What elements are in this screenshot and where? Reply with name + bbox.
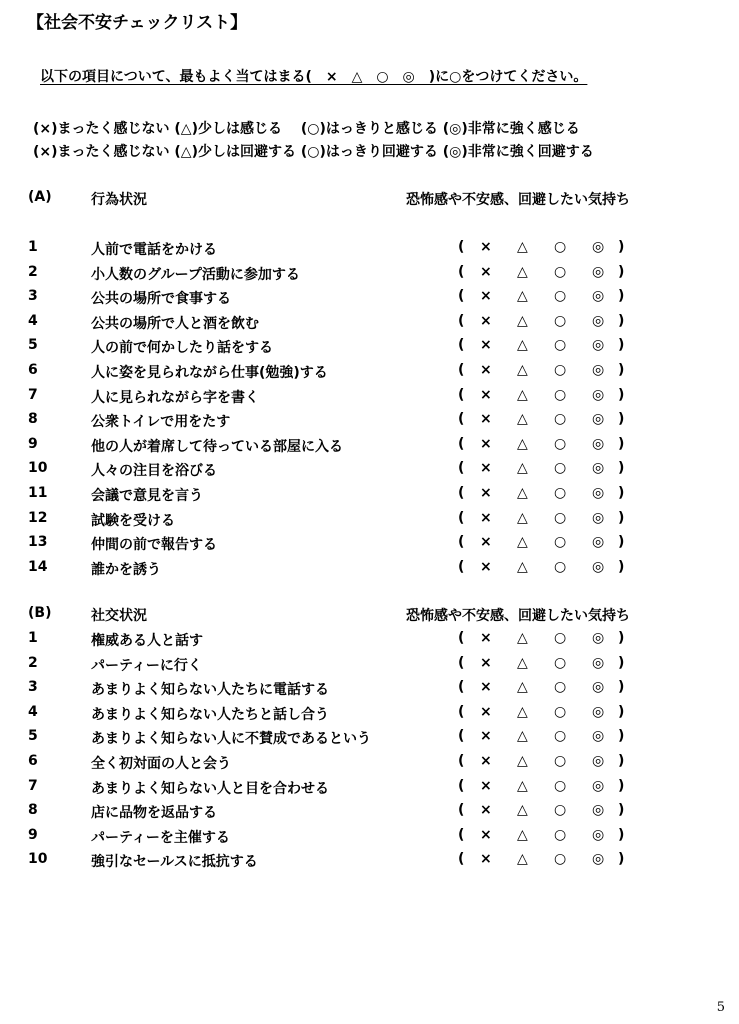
- scale-paren-open: (: [458, 288, 465, 305]
- scale-paren-close: ): [618, 703, 625, 720]
- rating-option-circle[interactable]: ○: [554, 654, 567, 671]
- item-number: 6: [28, 753, 38, 769]
- legend-feeling: (×)まったく感じない (△)少しは感じる (○)はっきりと感じる (◎)非常に強く感じる: [33, 121, 580, 137]
- rating-option-dbl[interactable]: ◎: [592, 312, 605, 329]
- list-item: [0, 704, 739, 728]
- item-text: 人前で電話をかける: [91, 242, 217, 258]
- item-number: 4: [28, 703, 38, 720]
- rating-option-circle[interactable]: ○: [554, 630, 567, 646]
- rating-option-tri[interactable]: △: [517, 753, 528, 769]
- scale-paren-close: ): [618, 239, 625, 255]
- rating-option-x[interactable]: ×: [480, 386, 492, 403]
- list-item: [0, 485, 739, 509]
- rating-option-tri[interactable]: △: [517, 630, 528, 646]
- list-item: [0, 630, 739, 654]
- rating-option-dbl[interactable]: ◎: [592, 777, 605, 794]
- rating-option-dbl[interactable]: ◎: [592, 263, 605, 280]
- item-text: 全く初対面の人と会う: [91, 756, 231, 772]
- rating-option-dbl[interactable]: ◎: [592, 362, 605, 378]
- item-number: 5: [28, 728, 38, 745]
- rating-option-tri[interactable]: △: [517, 263, 528, 280]
- scale-paren-close: ): [618, 728, 625, 745]
- rating-option-circle[interactable]: ○: [554, 362, 567, 378]
- item-text: 人に姿を見られながら仕事(勉強)する: [91, 365, 328, 381]
- list-item: [0, 387, 739, 411]
- item-number: 1: [28, 630, 38, 646]
- item-number: 3: [28, 288, 38, 305]
- rating-option-circle[interactable]: ○: [554, 703, 567, 720]
- section-b-name: 社交状況: [91, 608, 147, 624]
- item-number: 1: [28, 239, 38, 255]
- item-text: 他の人が着席して待っている部屋に入る: [91, 438, 343, 455]
- scale-paren-open: (: [458, 679, 465, 696]
- item-text: 権威ある人と話す: [91, 633, 203, 649]
- rating-option-circle[interactable]: ○: [554, 679, 567, 696]
- rating-option-tri[interactable]: △: [517, 703, 528, 720]
- rating-option-circle[interactable]: ○: [554, 263, 567, 280]
- list-item: [0, 460, 739, 484]
- rating-option-tri[interactable]: △: [517, 288, 528, 305]
- rating-option-dbl[interactable]: ◎: [592, 826, 605, 843]
- scale-paren-open: (: [458, 753, 465, 769]
- item-number: 11: [28, 485, 48, 501]
- scale-paren-close: ): [618, 460, 625, 477]
- rating-option-circle[interactable]: ○: [554, 826, 567, 843]
- rating-option-tri[interactable]: △: [517, 679, 528, 696]
- rating-option-circle[interactable]: ○: [554, 337, 567, 354]
- rating-option-dbl[interactable]: ◎: [592, 386, 605, 403]
- item-number: 4: [28, 312, 38, 329]
- scale-paren-open: (: [458, 654, 465, 671]
- scale-paren-close: ): [618, 558, 625, 575]
- scale-paren-open: (: [458, 485, 465, 501]
- list-item: [0, 827, 739, 851]
- rating-option-x[interactable]: ×: [480, 509, 492, 526]
- rating-option-x[interactable]: ×: [480, 263, 492, 280]
- item-text: あまりよく知らない人たちと話し合う: [91, 706, 329, 723]
- scale-paren-close: ): [618, 654, 625, 671]
- item-number: 8: [28, 802, 38, 819]
- section-b-column-header: 恐怖感や不安感、回避したい気持ち: [406, 608, 630, 624]
- item-text: 店に品物を返品する: [91, 805, 217, 822]
- item-number: 5: [28, 337, 38, 354]
- item-number: 2: [28, 263, 38, 280]
- rating-option-x[interactable]: ×: [480, 362, 492, 378]
- scale-paren-open: (: [458, 411, 465, 428]
- rating-option-circle[interactable]: ○: [554, 460, 567, 477]
- scale-paren-open: (: [458, 362, 465, 378]
- rating-option-circle[interactable]: ○: [554, 239, 567, 255]
- scale-paren-close: ): [618, 534, 625, 551]
- page-number: 5: [716, 1000, 725, 1015]
- rating-option-tri[interactable]: △: [517, 362, 528, 378]
- item-text: 小人数のグループ活動に参加する: [91, 266, 300, 283]
- item-number: 7: [28, 777, 38, 794]
- item-text: 試験を受ける: [91, 512, 175, 529]
- rating-option-circle[interactable]: ○: [554, 851, 567, 868]
- scale-paren-close: ): [618, 753, 625, 769]
- rating-option-tri[interactable]: △: [517, 802, 528, 819]
- rating-option-dbl[interactable]: ◎: [592, 558, 605, 575]
- rating-option-dbl[interactable]: ◎: [592, 435, 605, 452]
- scale-paren-close: ): [618, 337, 625, 354]
- rating-option-tri[interactable]: △: [517, 435, 528, 452]
- rating-option-dbl[interactable]: ◎: [592, 509, 605, 526]
- rating-option-x[interactable]: ×: [480, 288, 492, 305]
- rating-option-tri[interactable]: △: [517, 386, 528, 403]
- scale-paren-close: ): [618, 312, 625, 329]
- rating-option-x[interactable]: ×: [480, 435, 492, 452]
- scale-paren-open: (: [458, 386, 465, 403]
- rating-option-circle[interactable]: ○: [554, 753, 567, 769]
- rating-option-tri[interactable]: △: [517, 654, 528, 671]
- item-text: パーティーを主催する: [91, 829, 230, 846]
- item-number: 13: [28, 534, 48, 551]
- rating-option-tri[interactable]: △: [517, 411, 528, 428]
- rating-option-x[interactable]: ×: [480, 728, 492, 745]
- rating-option-dbl[interactable]: ◎: [592, 802, 605, 819]
- rating-option-circle[interactable]: ○: [554, 509, 567, 526]
- rating-option-dbl[interactable]: ◎: [592, 630, 605, 646]
- item-text: 会議で意見を言う: [91, 488, 203, 504]
- rating-option-dbl[interactable]: ◎: [592, 460, 605, 477]
- section-a-label: (A): [28, 189, 52, 205]
- rating-option-circle[interactable]: ○: [554, 558, 567, 575]
- scale-paren-open: (: [458, 239, 465, 255]
- scale-paren-open: (: [458, 630, 465, 646]
- rating-option-dbl[interactable]: ◎: [592, 753, 605, 769]
- list-item: [0, 362, 739, 386]
- rating-option-x[interactable]: ×: [480, 851, 492, 868]
- rating-option-tri[interactable]: △: [517, 728, 528, 745]
- item-text: あまりよく知らない人たちに電話する: [91, 682, 329, 699]
- list-item: [0, 239, 739, 263]
- rating-option-dbl[interactable]: ◎: [592, 703, 605, 720]
- scale-paren-open: (: [458, 558, 465, 575]
- scale-paren-close: ): [618, 386, 625, 403]
- rating-option-x[interactable]: ×: [480, 679, 492, 696]
- rating-option-x[interactable]: ×: [480, 337, 492, 354]
- rating-option-tri[interactable]: △: [517, 239, 528, 255]
- rating-option-tri[interactable]: △: [517, 826, 528, 843]
- rating-option-circle[interactable]: ○: [554, 802, 567, 819]
- rating-option-x[interactable]: ×: [480, 826, 492, 843]
- rating-option-x[interactable]: ×: [480, 312, 492, 329]
- rating-option-x[interactable]: ×: [480, 239, 492, 255]
- rating-option-x[interactable]: ×: [480, 777, 492, 794]
- item-text: パーティーに行く: [91, 657, 202, 674]
- list-item: [0, 264, 739, 288]
- list-item: [0, 411, 739, 435]
- item-number: 12: [28, 509, 48, 526]
- item-text: あまりよく知らない人に不賛成であるという: [91, 731, 371, 748]
- rating-option-dbl[interactable]: ◎: [592, 851, 605, 868]
- list-item: [0, 337, 739, 361]
- item-text: 強引なセールスに抵抗する: [91, 854, 258, 871]
- rating-option-x[interactable]: ×: [480, 802, 492, 819]
- rating-option-x[interactable]: ×: [480, 654, 492, 671]
- scale-paren-open: (: [458, 826, 465, 843]
- scale-paren-open: (: [458, 728, 465, 745]
- rating-option-dbl[interactable]: ◎: [592, 485, 605, 501]
- rating-option-x[interactable]: ×: [480, 485, 492, 501]
- item-text: 人々の注目を浴びる: [91, 463, 217, 480]
- scale-paren-open: (: [458, 777, 465, 794]
- legend-avoidance: (×)まったく感じない (△)少しは回避する (○)はっきり回避する (◎)非常に強く回避する: [33, 144, 594, 160]
- item-number: 6: [28, 362, 38, 378]
- page-title: 【社会不安チェックリスト】: [27, 13, 248, 33]
- rating-option-circle[interactable]: ○: [554, 728, 567, 745]
- scale-paren-close: ): [618, 826, 625, 843]
- rating-option-circle[interactable]: ○: [554, 411, 567, 428]
- rating-option-dbl[interactable]: ◎: [592, 654, 605, 671]
- scale-paren-close: ): [618, 679, 625, 696]
- rating-option-tri[interactable]: △: [517, 777, 528, 794]
- section-a-name: 行為状況: [91, 192, 147, 208]
- item-text: 誰かを誘う: [91, 561, 161, 578]
- rating-option-tri[interactable]: △: [517, 851, 528, 868]
- rating-option-dbl[interactable]: ◎: [592, 534, 605, 551]
- section-b-label: (B): [28, 605, 52, 621]
- scale-paren-open: (: [458, 509, 465, 526]
- item-text: 公共の場所で人と酒を飲む: [91, 315, 259, 332]
- scale-paren-close: ): [618, 509, 625, 526]
- rating-option-dbl[interactable]: ◎: [592, 411, 605, 428]
- list-item: [0, 851, 739, 875]
- rating-option-tri[interactable]: △: [517, 312, 528, 329]
- rating-option-tri[interactable]: △: [517, 509, 528, 526]
- rating-option-tri[interactable]: △: [517, 485, 528, 501]
- item-text: 仲間の前で報告する: [91, 537, 217, 554]
- scale-paren-open: (: [458, 802, 465, 819]
- scale-paren-open: (: [458, 703, 465, 720]
- list-item: [0, 802, 739, 826]
- rating-option-dbl[interactable]: ◎: [592, 728, 605, 745]
- scale-paren-close: ): [618, 362, 625, 378]
- rating-option-x[interactable]: ×: [480, 460, 492, 477]
- scale-paren-open: (: [458, 312, 465, 329]
- rating-option-tri[interactable]: △: [517, 460, 528, 477]
- rating-option-dbl[interactable]: ◎: [592, 239, 605, 255]
- item-number: 10: [28, 851, 48, 868]
- section-a-column-header: 恐怖感や不安感、回避したい気持ち: [406, 192, 630, 208]
- item-number: 2: [28, 654, 38, 671]
- rating-option-tri[interactable]: △: [517, 534, 528, 551]
- item-number: 9: [28, 826, 38, 843]
- scale-paren-close: ): [618, 630, 625, 646]
- scale-paren-open: (: [458, 263, 465, 280]
- list-item: [0, 288, 739, 312]
- rating-option-x[interactable]: ×: [480, 558, 492, 575]
- rating-option-circle[interactable]: ○: [554, 312, 567, 329]
- scale-paren-close: ): [618, 777, 625, 794]
- rating-option-dbl[interactable]: ◎: [592, 337, 605, 354]
- scale-paren-close: ): [618, 411, 625, 428]
- list-item: [0, 436, 739, 460]
- list-item: [0, 510, 739, 534]
- scale-paren-close: ): [618, 288, 625, 305]
- item-text: あまりよく知らない人と目を合わせる: [91, 780, 329, 797]
- rating-option-dbl[interactable]: ◎: [592, 288, 605, 305]
- list-item: [0, 313, 739, 337]
- item-text: 公衆トイレで用をたす: [91, 414, 231, 431]
- scale-paren-open: (: [458, 435, 465, 452]
- instruction-text: 以下の項目について、最もよく当てはまる( × △ ○ ◎ )に○をつけてください。: [40, 69, 588, 85]
- item-text: 人に見られながら字を書く: [91, 389, 259, 406]
- list-item: [0, 655, 739, 679]
- scale-paren-open: (: [458, 460, 465, 477]
- item-number: 10: [28, 460, 48, 477]
- scale-paren-open: (: [458, 534, 465, 551]
- scale-paren-close: ): [618, 263, 625, 280]
- list-item: [0, 778, 739, 802]
- item-number: 3: [28, 679, 38, 696]
- scale-paren-close: ): [618, 485, 625, 501]
- item-number: 14: [28, 558, 48, 575]
- item-text: 公共の場所で食事する: [91, 291, 231, 308]
- scale-paren-open: (: [458, 337, 465, 354]
- list-item: [0, 679, 739, 703]
- scale-paren-close: ): [618, 851, 625, 868]
- rating-option-circle[interactable]: ○: [554, 534, 567, 551]
- item-number: 7: [28, 386, 38, 403]
- rating-option-x[interactable]: ×: [480, 703, 492, 720]
- list-item: [0, 534, 739, 558]
- rating-option-x[interactable]: ×: [480, 534, 492, 551]
- rating-option-circle[interactable]: ○: [554, 777, 567, 794]
- rating-option-circle[interactable]: ○: [554, 435, 567, 452]
- scale-paren-close: ): [618, 435, 625, 452]
- rating-option-tri[interactable]: △: [517, 558, 528, 575]
- rating-option-circle[interactable]: ○: [554, 485, 567, 501]
- rating-option-x[interactable]: ×: [480, 630, 492, 646]
- rating-option-circle[interactable]: ○: [554, 288, 567, 305]
- rating-option-x[interactable]: ×: [480, 753, 492, 769]
- item-number: 9: [28, 435, 38, 452]
- rating-option-dbl[interactable]: ◎: [592, 679, 605, 696]
- rating-option-tri[interactable]: △: [517, 337, 528, 354]
- list-item: [0, 559, 739, 583]
- list-item: [0, 753, 739, 777]
- list-item: [0, 728, 739, 752]
- rating-option-circle[interactable]: ○: [554, 386, 567, 403]
- scale-paren-close: ): [618, 802, 625, 819]
- rating-option-x[interactable]: ×: [480, 411, 492, 428]
- scale-paren-open: (: [458, 851, 465, 868]
- item-text: 人の前で何かしたり話をする: [91, 340, 273, 357]
- item-number: 8: [28, 411, 38, 428]
